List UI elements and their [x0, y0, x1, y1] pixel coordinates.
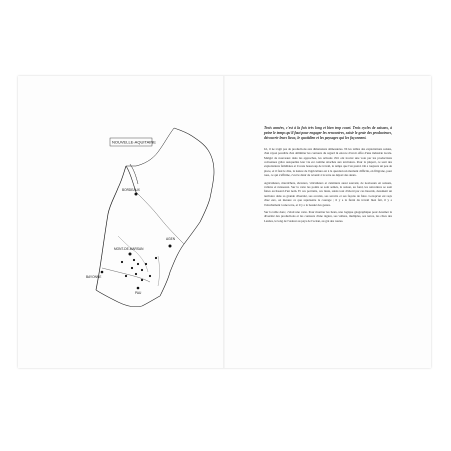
producer-marker: [155, 257, 157, 259]
place-label-bayonne: BAYONNE: [86, 275, 102, 279]
place-label-agen: AGEN: [166, 237, 176, 241]
text-column: [264, 126, 392, 226]
left-page: [18, 76, 224, 368]
right-page: [225, 76, 431, 368]
producer-marker: [121, 261, 123, 263]
pau-marker: [137, 287, 140, 290]
region-label: NOUVELLE-AQUITAINE: [112, 139, 156, 145]
eastern-border: [160, 128, 214, 296]
garonne-river: [136, 192, 184, 244]
montdemarsan-marker: [129, 253, 132, 256]
book-spread: [18, 76, 431, 368]
producer-marker: [141, 269, 143, 271]
intro-paragraph: Trois années, c'est à la fois très long et bien trop court. Trois cycles de saisons, à peine le temps qu'il faut pour engager les rencontres, saisir le geste des producteurs, découvrir leurs lieux, le quotidien et les paysages qui les façonnent.: [264, 126, 392, 140]
agen-marker: [169, 245, 172, 248]
producer-marker: [133, 259, 135, 261]
place-label-bordeaux: BORDEAUX: [122, 188, 140, 192]
atlantic-coastline: [96, 166, 126, 290]
place-label-montdemarsan: MONT-DE-MARSAN: [114, 247, 144, 251]
producer-marker: [135, 273, 137, 275]
body-paragraph: Agriculteurs, maraîchers, éleveurs, viticulteurs et cuisiniers aussi souvent, de nouveaux en saisons, vallons et ruisseaux. Sur la carte les points se sont semés, la saison, au fond, les rencontres se sont faites au hasard d'un nom. Et ces portraits, ces lieux, saisis tout d'abord par ces hasards, dessinent un territoire dans sa grande diversité, ses accents, ses savoirs et ses façons de faire. Lorsqu'on est reçu chez eux, on mesure ce que représente le courage ; il y a la fierté du travail bien fait, il y a l'attachement à une terre, et il y a la beauté des gestes.: [264, 180, 392, 207]
producer-marker: [125, 275, 127, 277]
region-map: [18, 76, 224, 368]
producer-marker: [149, 275, 151, 277]
southern-border: [96, 290, 160, 307]
producer-marker: [137, 263, 139, 265]
body-paragraph: Ici, il ne s'agit pas de productions aux dimensions démesurées. Ni les tailles des exploitations saisies, d'un rayon possible d'en délimiter les contours du regard ni encore d'avoir offre d'une industrie locale. Malgré de nouveaux dans les approches, les artisans d'ici ont trouvé une voie par les productions convenues grâce auxquelles leur vie est comme attachée aux territoires. Pour la plupart, ce sont des exploitations familiales et il reste beaucoup de travail, le temps que l'on prend. On a toujours un peu de place, et il faut le dire, la nature de l'agriculture est à la question un moment difficile, en filigrane, pour tous, ce qui s'affirme, c'est le désir de revenir à la terre au départ des aïeux.: [264, 146, 392, 178]
place-label-pau: PAU: [135, 291, 142, 295]
bordeaux-marker: [135, 193, 138, 196]
producer-marker: [145, 263, 147, 265]
producer-marker: [131, 267, 133, 269]
bayonne-marker: [101, 271, 104, 274]
producer-marker: [141, 279, 143, 281]
body-paragraph: Sur la table donc, c'était une carte. Pour montrer les lieux, une logique géographique pour dessiner la diversité des productions et les contours d'une région, ses vallées, multiples, ses terres, les côtes des Landes, le long de l'Adour au pays de l'océan, au gré des routes.: [264, 210, 392, 223]
